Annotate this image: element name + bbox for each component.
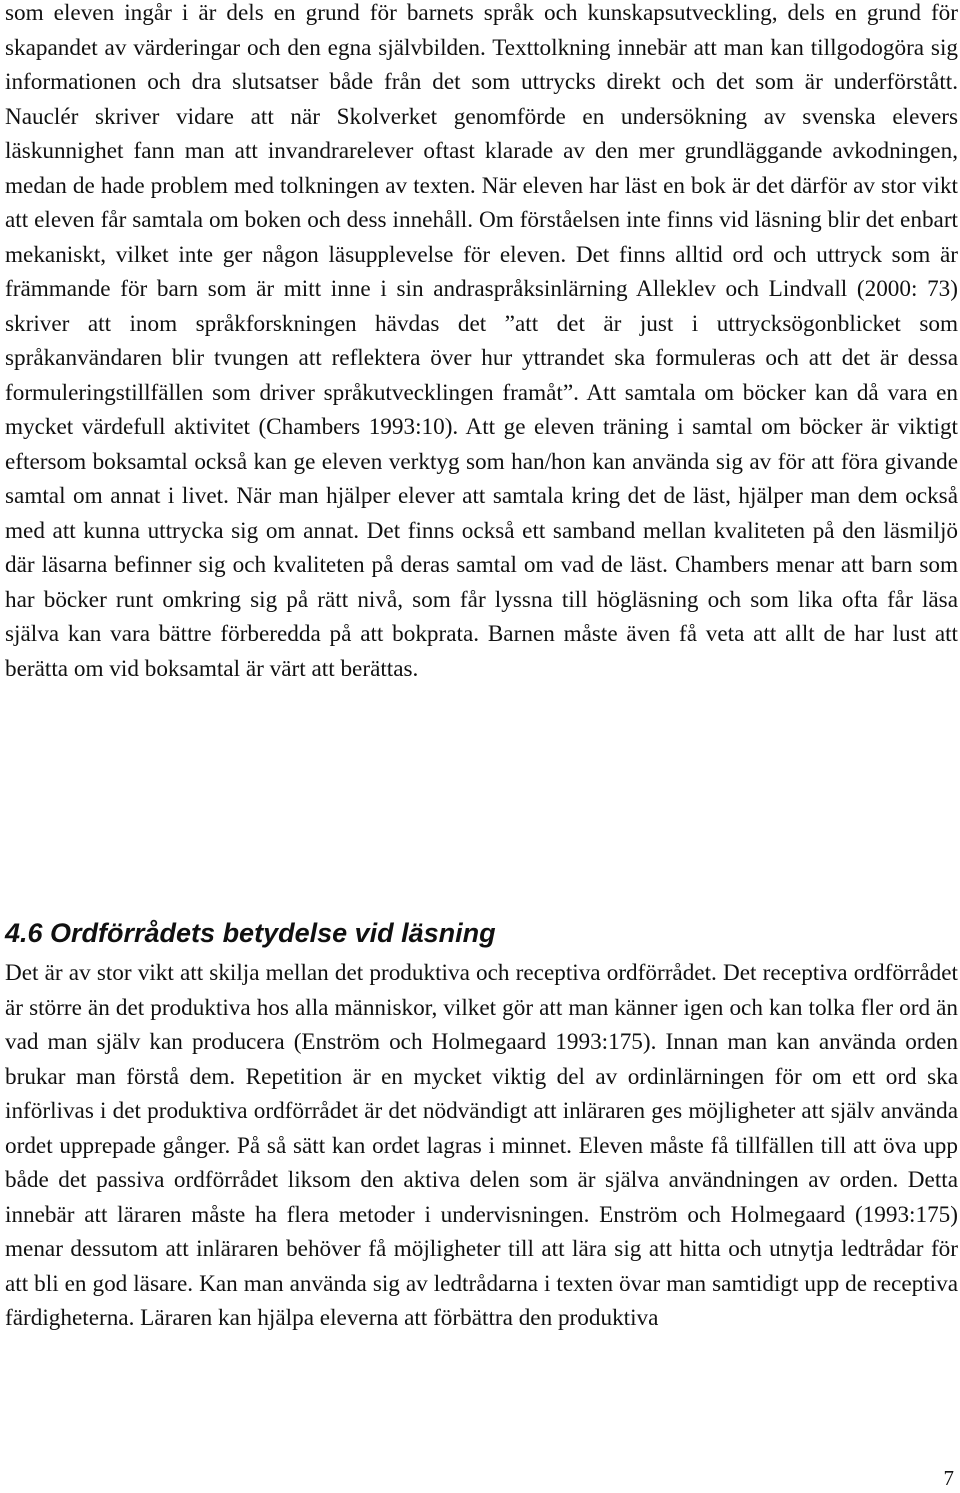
body-paragraph-continued: som eleven ingår i är dels en grund för barnets språk och kunskapsutveckling, dels en grund för skapandet av värderingar och den egna självbilden. Texttolkning innebär att man kan tillgodogöra sig informationen och dra slutsatser både från det som uttrycks direkt och det som är underförstått. Nauclér skriver vidare att när Skolverket genomförde en undersökning av svenska elevers läskunnighet fann man att invandrarelever oftast klarade av den mer grundläggande avkodningen, medan de hade problem med tolkningen av texten. När eleven har läst en bok är det därför av stor vikt att eleven får samtala om boken och dess innehåll. Om förståelsen inte finns vid läsning blir det enbart mekaniskt, vilket inte ger någon läsupplevelse för eleven. Det finns alltid ord och uttryck som är främmande för barn som är mitt inne i sin andraspråksinlärning Alleklev och Lindvall (2000: 73) skriver att inom språkforskningen hävdas det ”att det är just i uttrycksögonblicket som språkanvändaren blir tvungen att reflektera över hur yttrandet ska formuleras och att det är dessa formuleringstillfällen som driver språkutvecklingen framåt”. Att samtala om böcker kan då vara en mycket värdefull aktivitet (Chambers 1993:10). Att ge eleven träning i samtal om böcker är viktigt eftersom boksamtal också kan ge eleven verktyg som han/hon kan använda sig av för att föra givande samtal om annat i livet. När man hjälper elever att samtala kring det de läst, hjälper man dem också med att kunna uttrycka sig om annat. Det finns också ett samband mellan kvaliteten på den läsmiljö där läsarna befinner sig och kvaliteten på deras samtal om vad de läst. Chambers menar att barn som har böcker runt omkring sig på rätt nivå, som får lyssna till högläsning och som lika ofta får läsa själva kan vara bättre förberedda på att bokprata. Barnen måste även få veta att allt de har lust att berätta om vid boksamtal är värt att berättas. (5, 0, 958, 682)
page-number: 7 (943, 1466, 954, 1490)
body-paragraph-vocabulary: Det är av stor vikt att skilja mellan det produktiva och receptiva ordförrådet. Det receptiva ordförrådet är större än det produktiva hos alla människor, vilket gör att man känner igen och kan tolka fler ord än vad man själv kan producera (Enström och Holmegaard 1993:175). Innan man kan använda orden brukar man förstå dem. Repetition är en mycket viktig del av ordinlärningen för om ett ord ska införlivas i det produktiva ordförrådet är det nödvändigt att inläraren ges möjligheter att själv använda ordet upprepade gånger. På så sätt kan ordet lagras i minnet. Eleven måste få tillfällen till att öva upp både det passiva ordförrådet liksom den aktiva delen som är själva användningen av orden. Detta innebär att läraren måste ha flera metoder i undervisningen. Enström och Holmegaard (1993:175) menar dessutom att inläraren behöver få möjligheter till att lära sig att hitta och utnytja ledtrådar för att bli en god läsare. Kan man använda sig av ledtrådarna i texten övar man samtidigt upp de receptiva färdigheterna. Läraren kan hjälpa eleverna att förbättra den produktiva (5, 960, 958, 1331)
section-heading: 4.6 Ordförrådets betydelse vid läsning (5, 918, 496, 948)
